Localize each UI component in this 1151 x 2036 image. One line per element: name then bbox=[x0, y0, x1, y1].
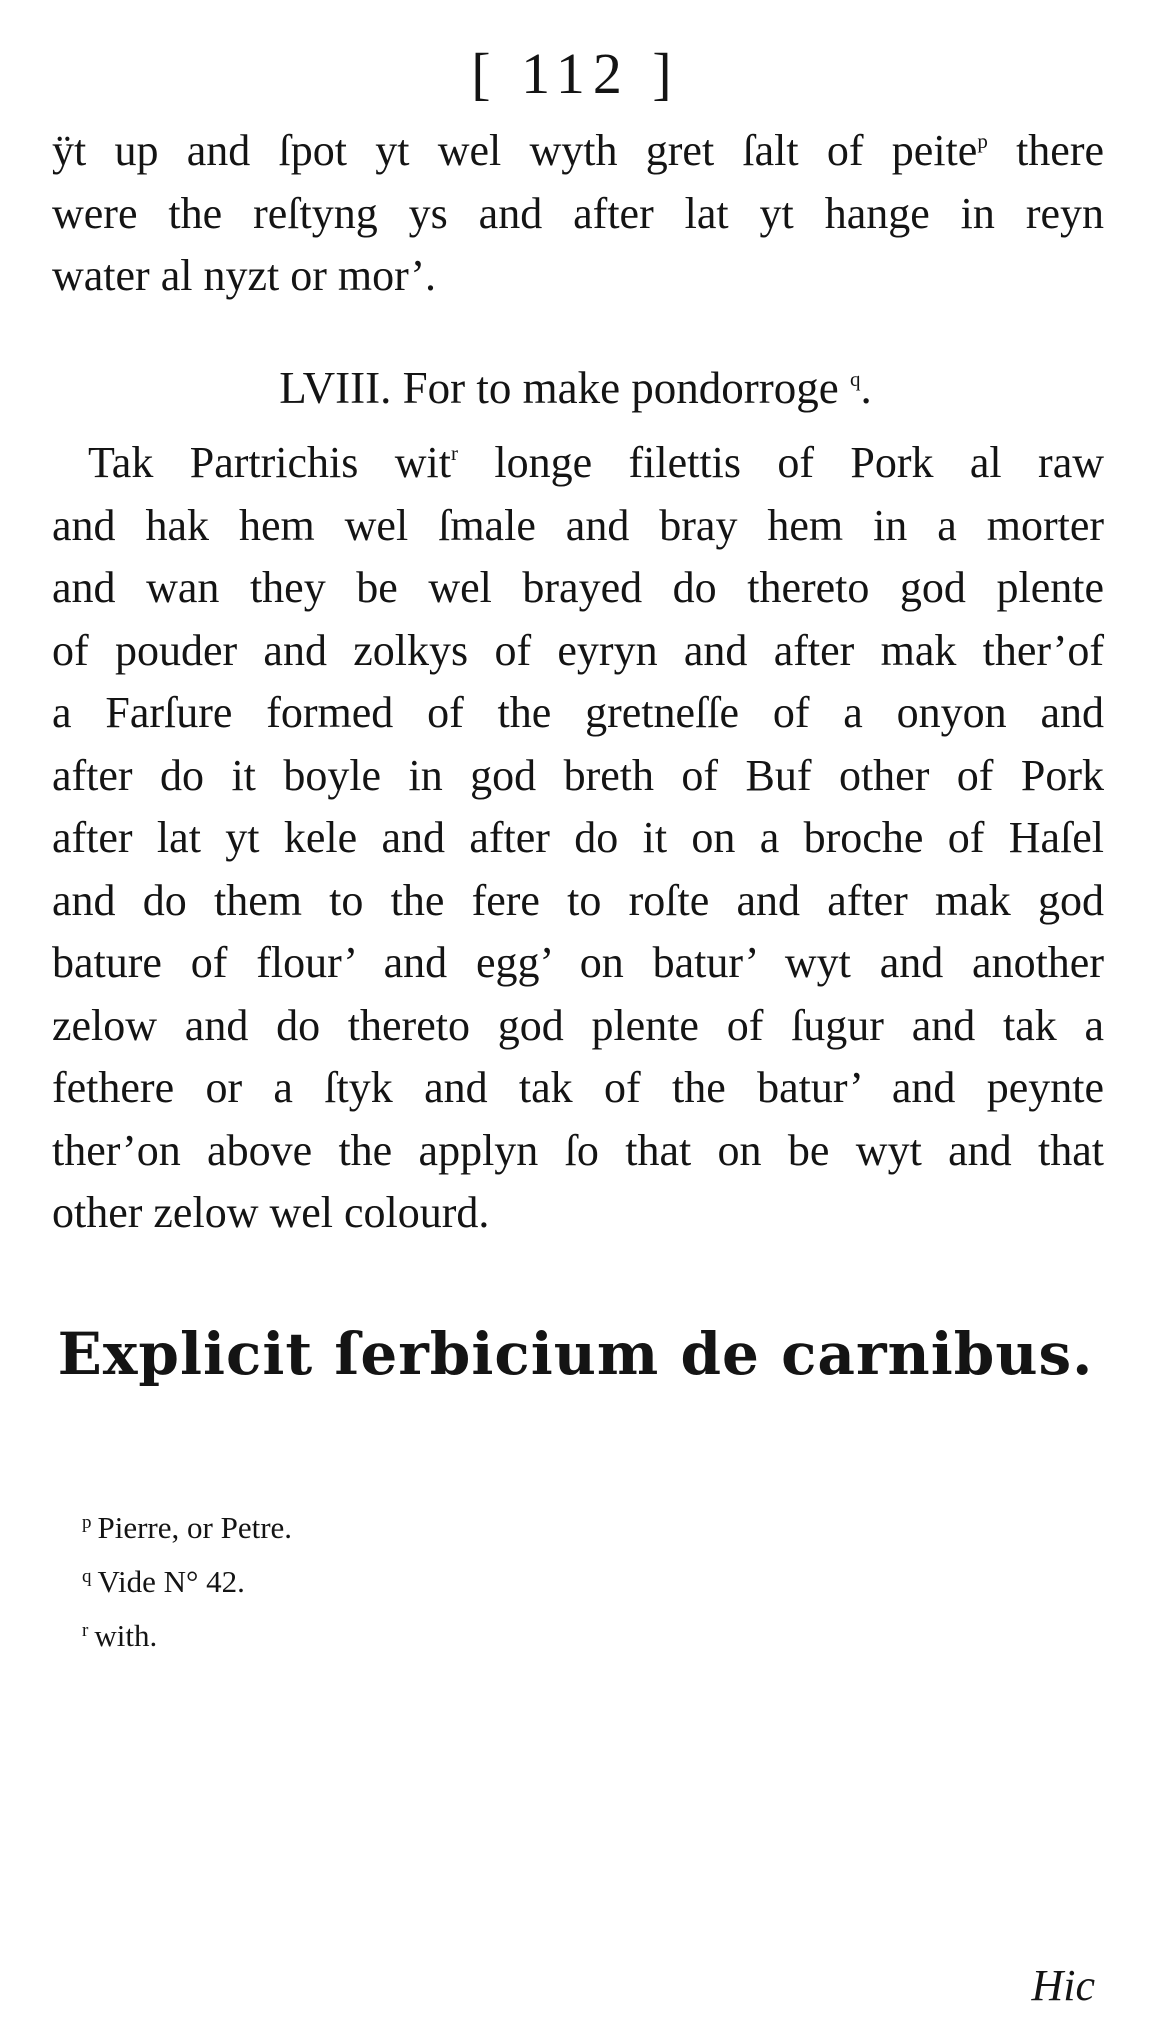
footnote-reference-p: p bbox=[977, 129, 988, 153]
page-number: [ 112 ] bbox=[471, 41, 680, 106]
text-line: were the reſtyng ys and after lat yt hange in reyn bbox=[52, 188, 1104, 238]
text-line: and wan they be wel brayed do thereto god plente bbox=[52, 563, 1104, 612]
footnote-text: Pierre, or Petre. bbox=[97, 1510, 293, 1545]
text-line: after lat yt kele and after do it on a broche of Haſel bbox=[52, 813, 1104, 862]
text-line: ther’on above the applyn ſo that on be wyt and that bbox=[52, 1125, 1104, 1175]
recipe-title-text: LVIII. For to make pondorroge bbox=[279, 363, 839, 413]
recipe-title-end: . bbox=[860, 363, 872, 413]
text-line-part: ÿt up and ſpot yt wel wyth gret ſalt of peite bbox=[52, 126, 978, 175]
text-line: of pouder and zolkys of eyryn and after mak ther’of bbox=[52, 625, 1104, 675]
explicit-heading: Explicit ſerbicium de carnibus. bbox=[57, 1320, 1094, 1388]
footnote bbox=[82, 1606, 292, 1660]
footnote-mark: p bbox=[82, 1512, 92, 1533]
text-line: a Farſure formed of the gretneſſe of a onyon and bbox=[52, 688, 1104, 737]
footnote-mark: q bbox=[82, 1566, 92, 1587]
footnote bbox=[82, 1552, 292, 1606]
text-line bbox=[52, 432, 1104, 495]
footnote-text: Vide N° 42. bbox=[97, 1564, 245, 1599]
footnote-text: with. bbox=[94, 1618, 158, 1653]
text-line: after do it boyle in god breth of Buf other of Pork bbox=[52, 750, 1104, 800]
text-line: other zelow wel colourd. bbox=[52, 1188, 490, 1237]
text-line: fethere or a ſtyk and tak of the batur’ and peynte bbox=[52, 1063, 1104, 1112]
text-line: and hak hem wel ſmale and bray hem in a morter bbox=[52, 500, 1104, 550]
text-line: zelow and do thereto god plente of ſugur and tak a bbox=[52, 1000, 1104, 1050]
recipe-title bbox=[0, 362, 1151, 414]
top-passage bbox=[52, 120, 1104, 308]
footnotes bbox=[82, 1498, 292, 1660]
text-line: water al nyzt or mor’. bbox=[52, 251, 437, 300]
footnote-reference-r: r bbox=[450, 441, 458, 465]
catchword: Hic bbox=[1031, 1961, 1095, 2010]
footnote bbox=[82, 1498, 292, 1552]
footnote-mark: r bbox=[82, 1620, 89, 1641]
text-line-part: there bbox=[987, 126, 1105, 175]
text-line: and do them to the fere to roſte and after mak god bbox=[52, 875, 1104, 925]
text-line: bature of flour’ and egg’ on batur’ wyt and another bbox=[52, 938, 1104, 987]
text-line-part: Tak Partrichis wit bbox=[88, 438, 451, 487]
footnote-reference-q: q bbox=[849, 367, 861, 391]
recipe-body bbox=[52, 432, 1104, 1245]
text-line-part: longe filettis of Pork al raw bbox=[457, 438, 1104, 487]
text-line bbox=[52, 120, 1104, 183]
